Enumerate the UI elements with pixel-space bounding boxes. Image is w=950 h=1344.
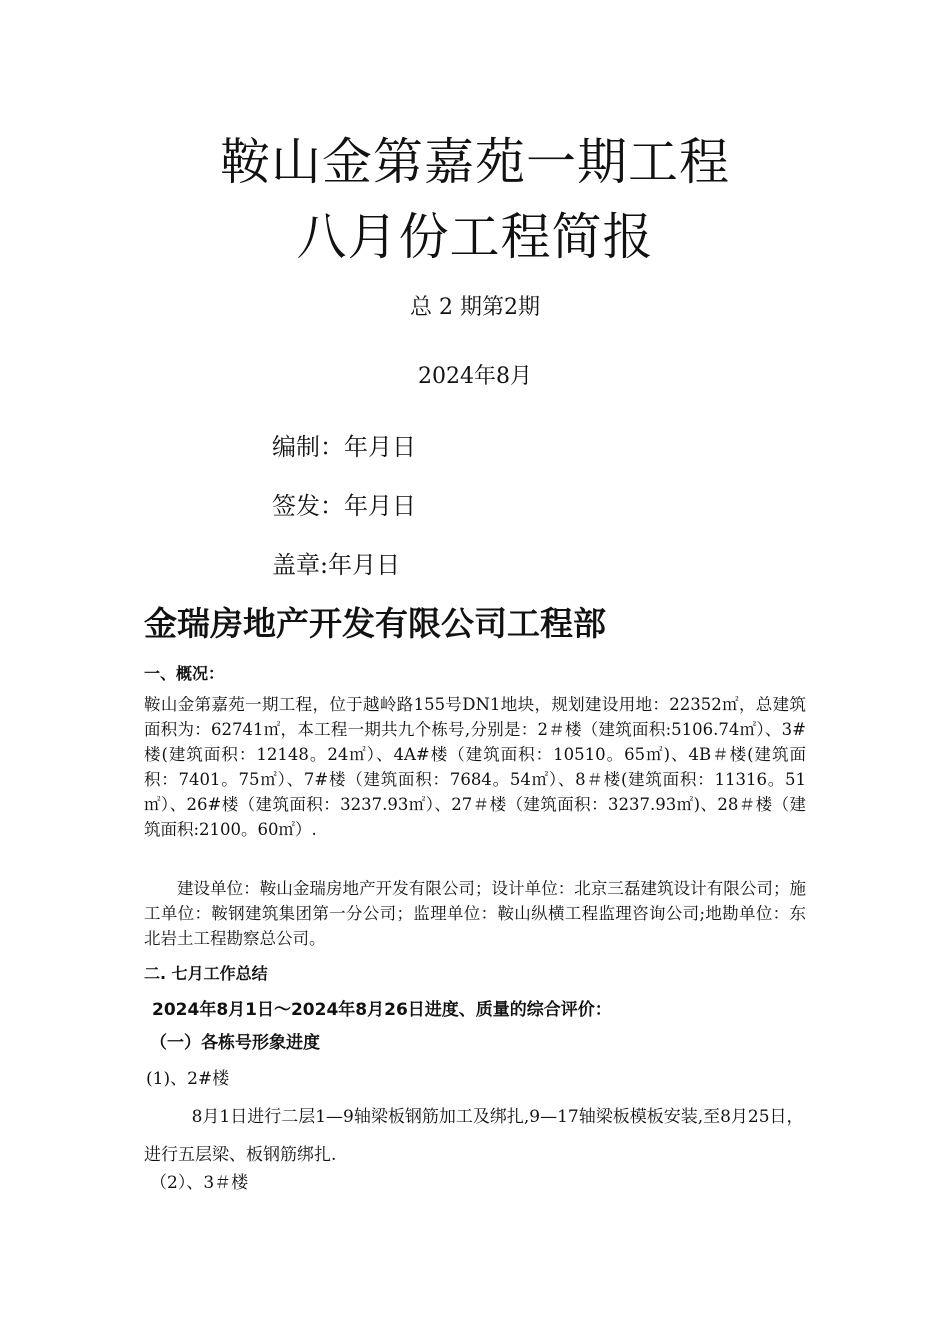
building-2-progress: 8月1日进行二层1—9轴梁板钢筋加工及绑扎,9—17轴梁板模板安装,至8月25日，进行五层梁、板钢筋绑扎. [144,1107,804,1165]
compiled-by-line: 编制：年月日 [272,433,416,461]
section-overview-heading: 一、概况： [144,664,225,683]
issue-number: 总 2 期第2期 [410,295,540,320]
units-paragraph: 建设单位：鞍山金瑞房地产开发有限公司；设计单位：北京三磊建筑设计有限公司；施工单位：鞍钢建筑集团第一分公司；监理单位：鞍山纵横工程监理咨询公司;地勘单位：东北岩土工程勘察总公司。 [144,879,806,948]
section-summary-heading: 二. 七月工作总结 [144,964,268,983]
overview-paragraph: 鞍山金第嘉苑一期工程，位于越岭路155号DN1地块，规划建设用地：22352㎡，总建筑面积为：62741㎡，本工程一期共九个栋号,分别是：2＃楼（建筑面积:5106.74㎡）、3#楼(建筑面积：12148。24㎡）、4A#楼（建筑面积：10510。65㎡)、4B＃楼(建筑面积：7401。75㎡）、7#楼（建筑面积：7684。54㎡）、8＃楼(建筑面积：11316。51㎡）、26#楼（建筑面积：3237.93㎡）、27＃楼（建筑面积：3237.93㎡)、28＃楼（建筑面积:2100。60㎡）. [144,695,806,839]
stamp-line: 盖章:年月日 [272,551,401,579]
building-3-heading: （2）、3＃楼 [150,1173,249,1193]
building-2-heading: (1)、2#楼 [146,1069,230,1089]
progress-subheading: （一）各栋号形象进度 [150,1033,320,1053]
issued-by-line: 签发：年月日 [272,492,416,520]
company-name: 金瑞房地产开发有限公司工程部 [144,604,606,643]
report-date: 2024年8月 [418,364,532,389]
evaluation-heading: 2024年8月1日～2024年8月26日进度、质量的综合评价： [152,1000,612,1020]
document-title-line2: 八月份工程简报 [296,208,654,266]
document-title-line1: 鞍山金第嘉苑一期工程 [220,133,730,191]
